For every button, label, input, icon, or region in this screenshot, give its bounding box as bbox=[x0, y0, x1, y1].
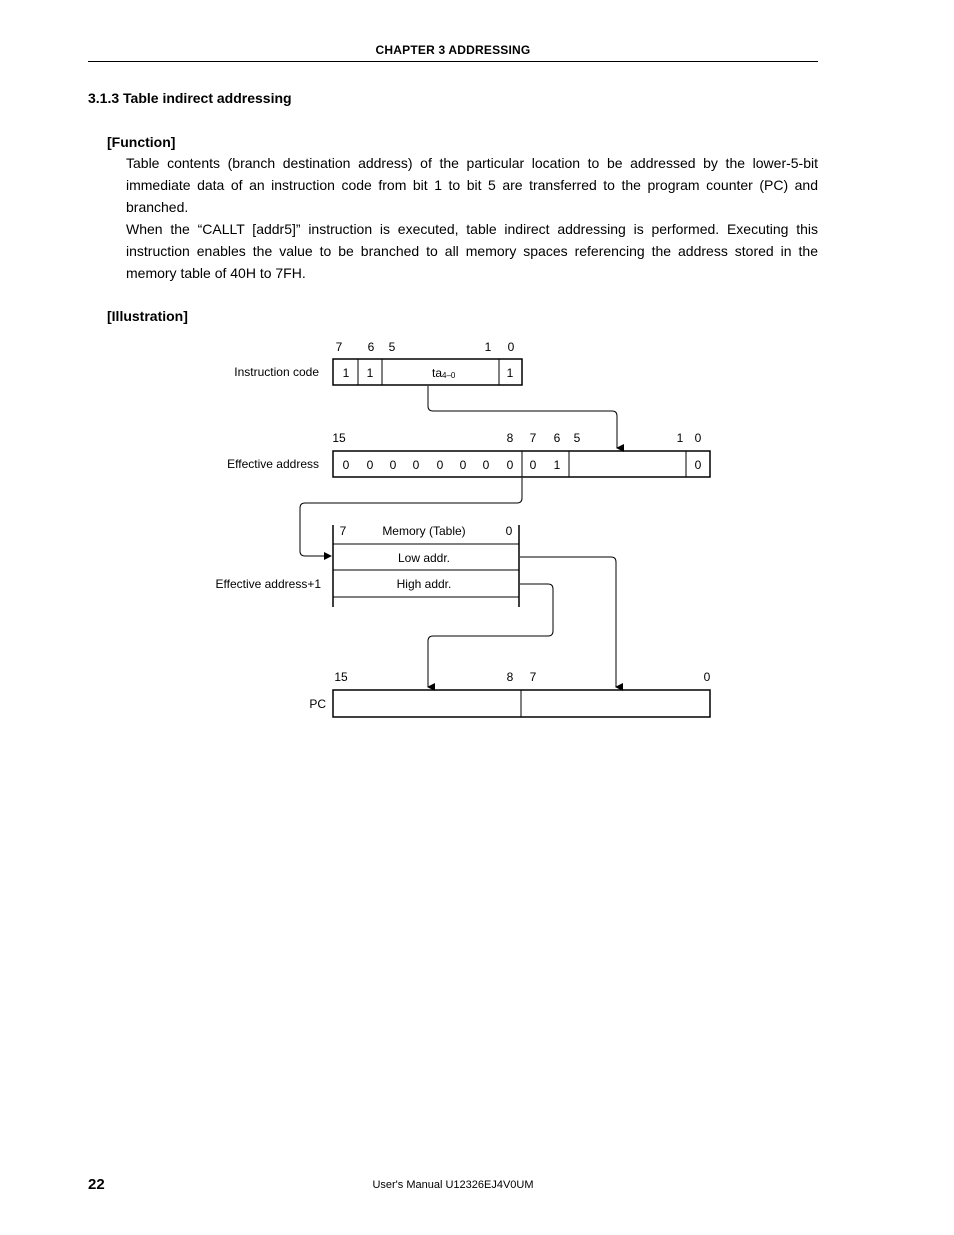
ea-cell: 0 bbox=[694, 458, 702, 472]
instruction-code-group bbox=[234, 340, 522, 385]
ea-cell: 1 bbox=[553, 458, 561, 472]
ea-cell: 0 bbox=[342, 458, 350, 472]
ea-cell: 0 bbox=[412, 458, 420, 472]
pc-bit-0: 0 bbox=[703, 670, 711, 684]
memory-table-group bbox=[215, 524, 519, 607]
effective-address-label: Effective address bbox=[227, 457, 319, 471]
ic-bit-1: 1 bbox=[484, 340, 492, 354]
function-paragraph-1: Table contents (branch destination address) of the particular location to be addressed by the lower-5-bit immediate data of an instruction code from bit 1 to bit 5 are transferred to the program counter (PC) and branched. bbox=[126, 155, 818, 215]
section-title: 3.1.3 Table indirect addressing bbox=[88, 90, 292, 106]
pc-bit-8: 8 bbox=[506, 670, 514, 684]
effective-address-plus-one-label: Effective address+1 bbox=[215, 577, 321, 591]
ta-to-ea-arrow bbox=[428, 386, 617, 448]
ic-cell: 1 bbox=[366, 366, 374, 380]
ea-cell: 0 bbox=[529, 458, 537, 472]
ea-cell: 0 bbox=[506, 458, 514, 472]
ea-cell: 0 bbox=[459, 458, 467, 472]
ea-cell: 0 bbox=[436, 458, 444, 472]
ea-cell: 0 bbox=[389, 458, 397, 472]
ic-bit-6: 6 bbox=[367, 340, 375, 354]
memory-table-title: Memory (Table) bbox=[382, 524, 466, 538]
ea-cell: 0 bbox=[366, 458, 374, 472]
ta-field: ta4–0 bbox=[432, 366, 456, 380]
mem-bit-7: 7 bbox=[339, 524, 347, 538]
ea-bit-5: 5 bbox=[573, 431, 581, 445]
ea-bit-6: 6 bbox=[553, 431, 561, 445]
ic-cell: 1 bbox=[506, 366, 514, 380]
instruction-code-register bbox=[333, 359, 522, 385]
illustration-heading: [Illustration] bbox=[107, 308, 188, 324]
memory-high-addr: High addr. bbox=[396, 577, 452, 591]
pc-label: PC bbox=[309, 697, 326, 711]
ic-bit-0: 0 bbox=[507, 340, 515, 354]
ea-bit-0: 0 bbox=[694, 431, 702, 445]
ea-bit-15: 15 bbox=[332, 431, 346, 445]
ic-cell: 1 bbox=[342, 366, 350, 380]
instruction-code-label: Instruction code bbox=[234, 365, 319, 379]
pc-bit-15: 15 bbox=[334, 670, 348, 684]
low-addr-to-pc-arrow bbox=[520, 557, 616, 687]
pc-group bbox=[309, 670, 710, 717]
ea-bit-8: 8 bbox=[506, 431, 514, 445]
function-paragraph-2: When the “CALLT [addr5]” instruction is executed, table indirect addressing is performed. Executing this instruction enables the value to be branched to all memory spaces referencing the address stored in the memory table of 40H to 7FH. bbox=[126, 221, 818, 281]
chapter-header: CHAPTER 3 ADDRESSING bbox=[375, 43, 531, 57]
ic-bit-7: 7 bbox=[335, 340, 343, 354]
function-heading: [Function] bbox=[107, 134, 176, 150]
ic-bit-5: 5 bbox=[388, 340, 396, 354]
ea-bit-7: 7 bbox=[529, 431, 537, 445]
mem-bit-0: 0 bbox=[505, 524, 513, 538]
memory-low-addr: Low addr. bbox=[397, 551, 451, 565]
page-number: 22 bbox=[88, 1176, 105, 1193]
manual-footer: User's Manual U12326EJ4V0UM bbox=[372, 1179, 534, 1191]
effective-address-group bbox=[227, 431, 710, 477]
ea-bit-1: 1 bbox=[676, 431, 684, 445]
ea-cell: 0 bbox=[482, 458, 490, 472]
pc-bit-7: 7 bbox=[529, 670, 537, 684]
